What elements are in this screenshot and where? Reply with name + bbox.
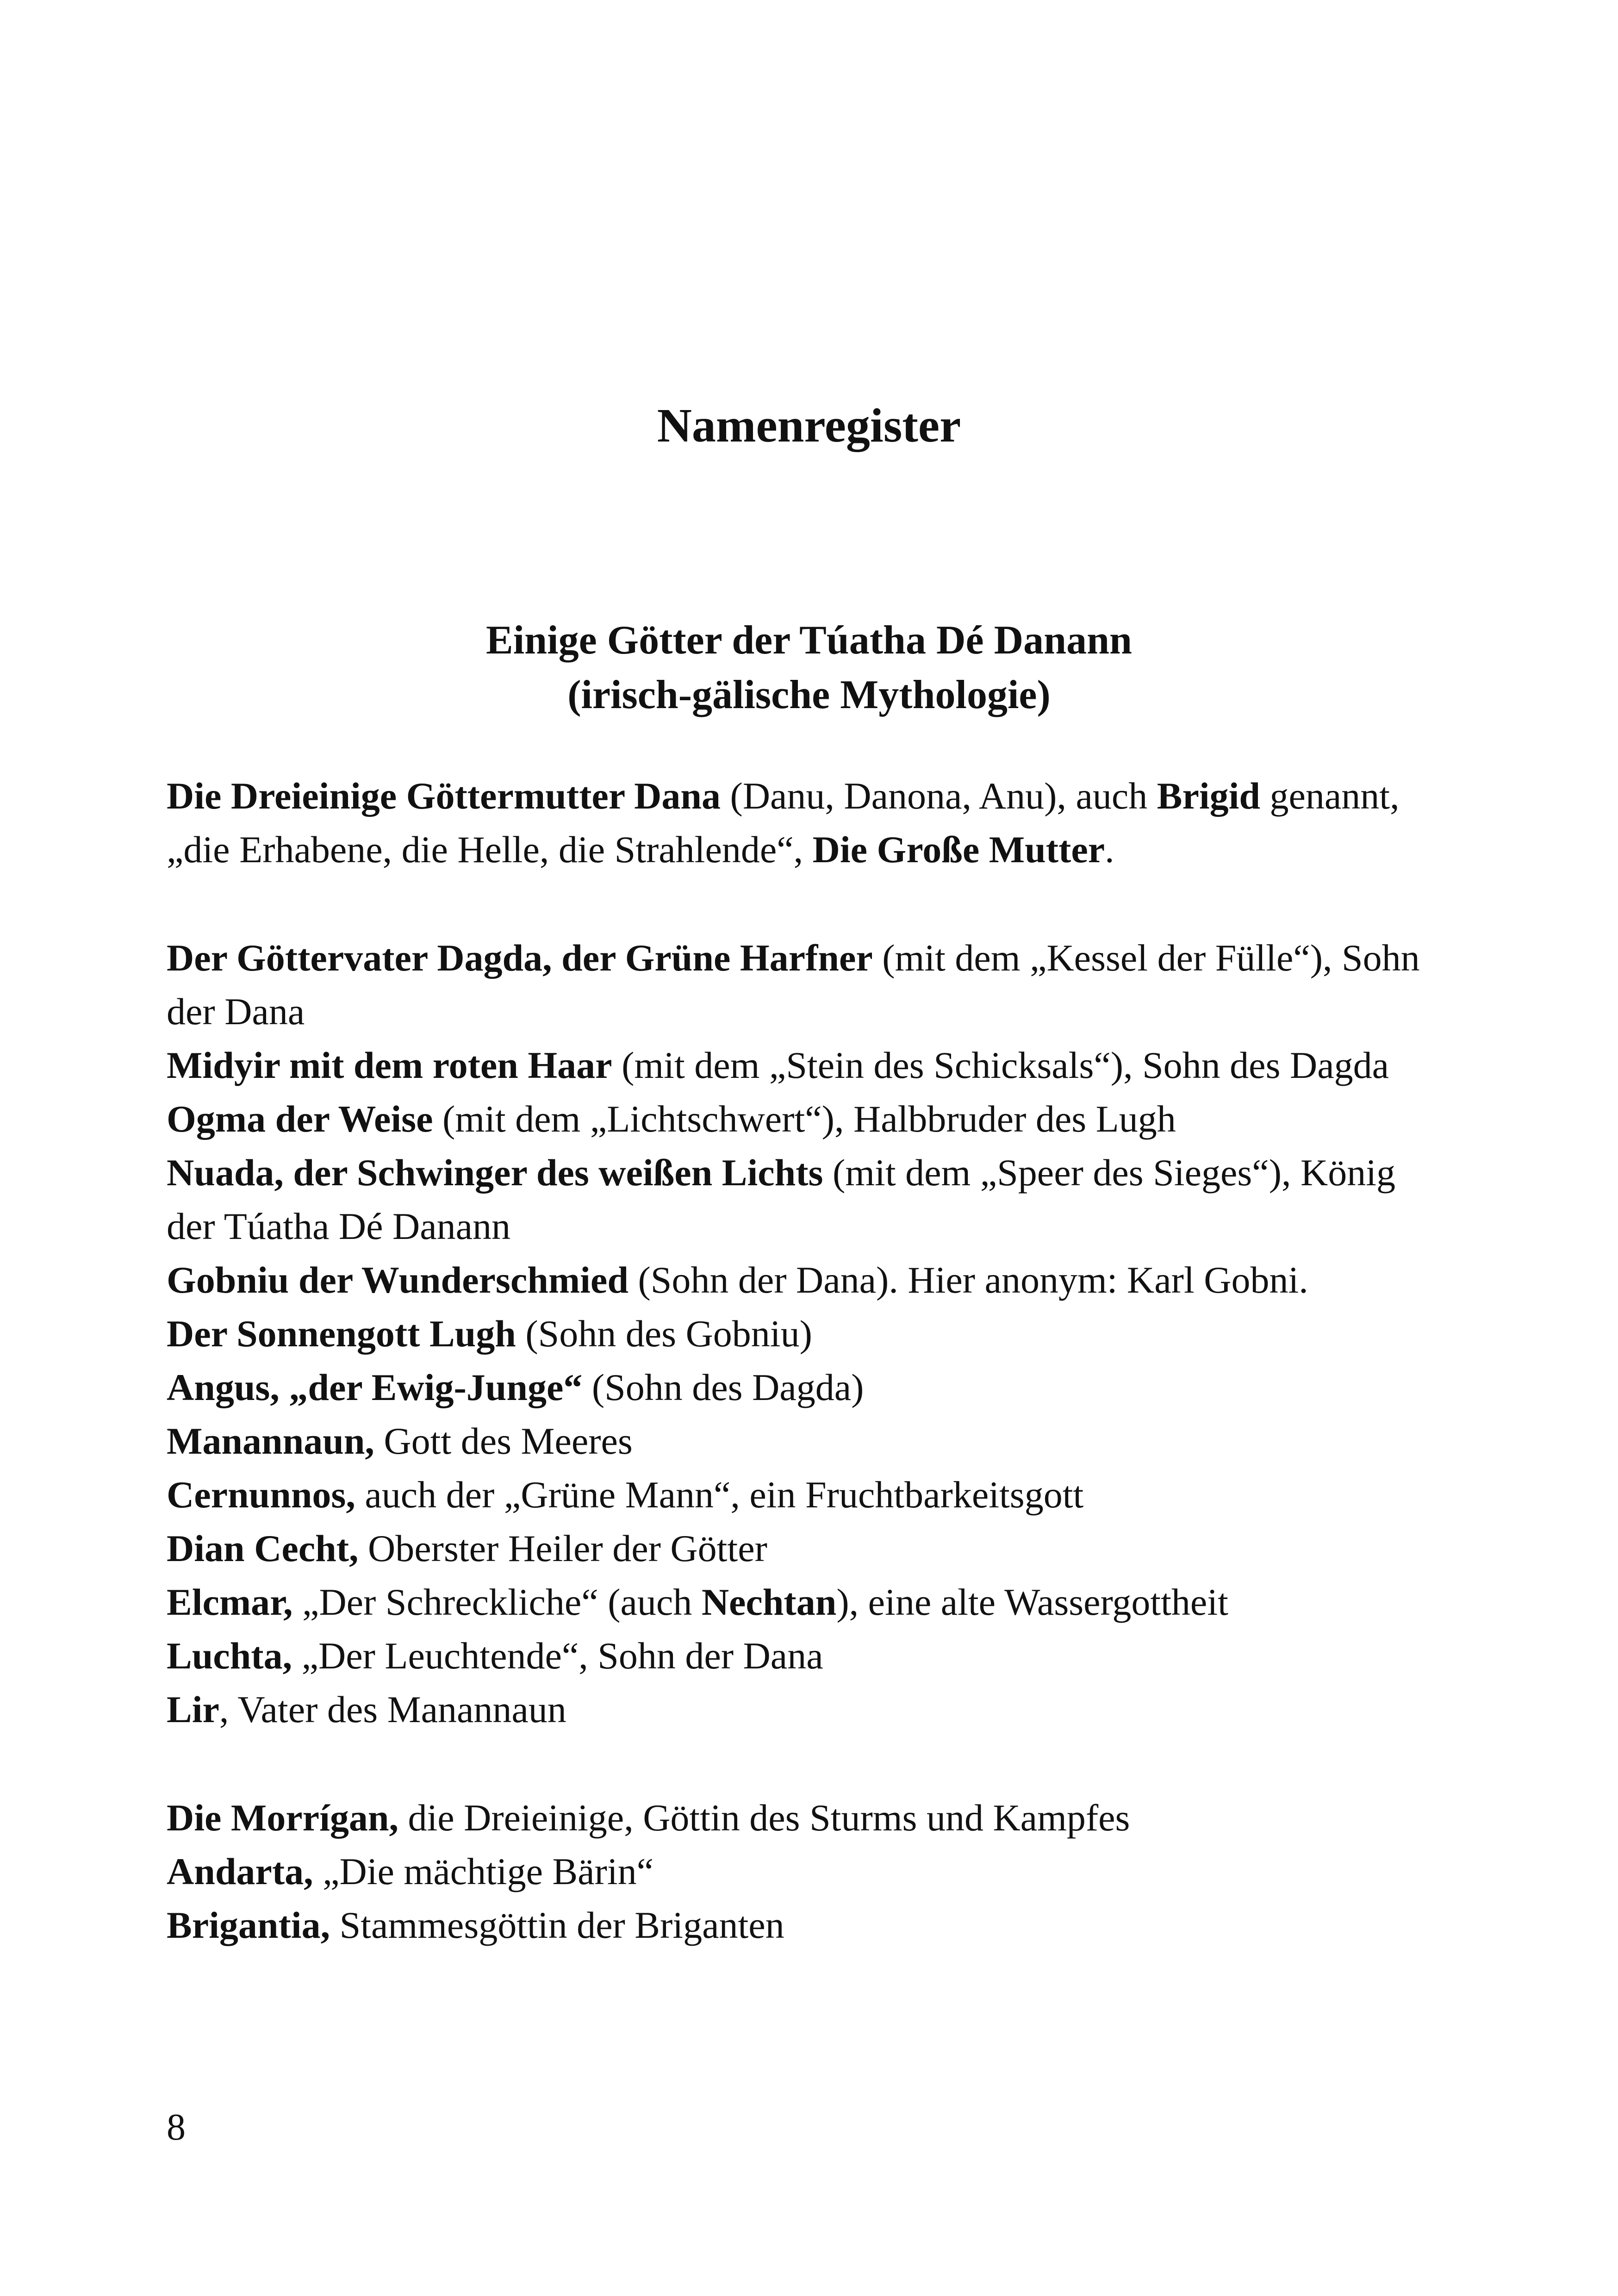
entry-name: Der Göttervater Dagda, der Grüne Harfner [167,937,873,979]
entry-description: (mit dem „Kessel der Fülle“), Sohn der Dana [167,937,1420,1033]
section-heading [0,613,1618,722]
entry-description: (mit dem „Lichtschwert“), Halbbruder des Lugh [433,1098,1176,1140]
page-title: Namenregister [657,399,961,452]
register-entry [167,1791,1453,1845]
entry-description: Oberster Heiler der Götter [358,1527,767,1569]
register-entry [167,1414,1453,1468]
register-entry [167,1307,1453,1361]
entry-description: „Der Schreckliche“ (auch [292,1581,702,1623]
entry-name: Nechtan [701,1581,837,1623]
register-entry [167,1845,1453,1898]
register-entry [167,1039,1453,1092]
entry-name: Manannaun, [167,1420,374,1462]
entry-name: Dian Cecht, [167,1527,359,1569]
entry-description: (Sohn der Dana). Hier anonym: Karl Gobni. [628,1259,1308,1301]
register-entry [167,1898,1453,1952]
entry-name: Brigantia, [167,1904,330,1946]
entry-name: Elcmar, [167,1581,293,1623]
register-entry [167,1575,1453,1629]
entry-description: (Danu, Danona, Anu), auch [721,775,1157,817]
name-register-list [167,769,1453,1952]
entry-name: Lir [167,1688,219,1730]
section-heading-line-1: Einige Götter der Túatha Dé Danann [486,618,1132,663]
entry-description: auch der „Grüne Mann“, ein Fruchtbarkeitsgott [355,1474,1084,1516]
register-entry [167,1629,1453,1683]
entry-name: Midyir mit dem roten Haar [167,1044,612,1086]
entry-description: die Dreieinige, Göttin des Sturms und Kampfes [398,1797,1130,1839]
entry-name: Der Sonnengott Lugh [167,1313,516,1355]
register-entry [167,1468,1453,1522]
entry-name: Nuada, der Schwinger des weißen Lichts [167,1151,823,1194]
register-entry [167,931,1453,1039]
entry-name: Gobniu der Wunderschmied [167,1259,629,1301]
entry-description: genannt, „die Erhabene, die Helle, die Strahlende“, [167,775,1400,871]
entry-description: (Sohn des Dagda) [582,1366,864,1408]
entry-description: . [1105,828,1114,871]
register-entry [167,1361,1453,1414]
register-entry [167,1683,1453,1736]
entry-description: Stammesgöttin der Briganten [330,1904,784,1946]
entry-name: Die Morrígan, [167,1797,398,1839]
register-entry [167,1253,1453,1307]
register-entry [167,769,1453,877]
register-entry [167,1522,1453,1575]
entry-description: (mit dem „Speer des Sieges“), König der Túatha Dé Danann [167,1151,1395,1247]
entry-description: (Sohn des Gobniu) [516,1313,812,1355]
entry-name: Ogma der Weise [167,1098,433,1140]
page-number: 8 [167,2106,186,2148]
entry-description: , Vater des Manannaun [219,1688,566,1730]
entry-description: ), eine alte Wassergottheit [836,1581,1228,1623]
entry-name: Angus, „der Ewig-Junge“ [167,1366,583,1408]
entry-description: Gott des Meeres [374,1420,633,1462]
entry-description: „Die mächtige Bärin“ [313,1850,654,1892]
register-entry [167,1146,1453,1253]
entry-name: Brigid [1157,775,1261,817]
entry-name: Andarta, [167,1850,313,1892]
section-heading-line-2: (irisch-gälische Mythologie) [567,672,1051,717]
entry-name: Luchta, [167,1635,292,1677]
entry-name: Die Große Mutter [812,828,1105,871]
register-entry [167,1092,1453,1146]
entry-name: Die Dreieinige Göttermutter Dana [167,775,721,817]
entry-description: (mit dem „Stein des Schicksals“), Sohn des Dagda [612,1044,1389,1086]
entry-name: Cernunnos, [167,1474,355,1516]
entry-description: „Der Leuchtende“, Sohn der Dana [292,1635,823,1677]
